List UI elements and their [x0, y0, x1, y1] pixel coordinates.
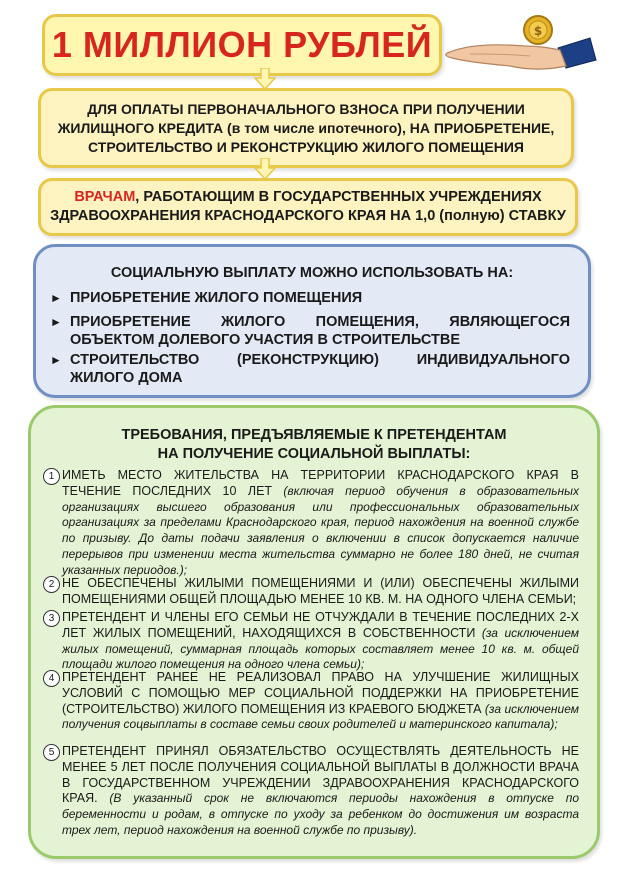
usage-item	[50, 351, 570, 387]
usage-item-line: СТРОИТЕЛЬСТВО (РЕКОНСТРУКЦИЮ) ИНДИВИДУАЛЬНОГО	[70, 352, 570, 368]
down-arrow-icon	[254, 158, 276, 180]
usage-heading: СОЦИАЛЬНУЮ ВЫПЛАТУ МОЖНО ИСПОЛЬЗОВАТЬ НА:	[110, 265, 514, 281]
requirement-item	[43, 576, 579, 608]
bullet-triangle-icon: ►	[50, 291, 62, 305]
purpose-line: СТРОИТЕЛЬСТВО И РЕКОНСТРУКЦИЮ ЖИЛОГО ПОМЕЩЕНИЯ	[88, 138, 524, 155]
requirement-note: (за исключением жилых помещений, суммарная площадь которых составляет менее 10 кв. м. общей площади жилого помещения на одного члена семьи);	[62, 625, 579, 672]
requirements-heading-line: ТРЕБОВАНИЯ, ПРЕДЪЯВЛЯЕМЫЕ К ПРЕТЕНДЕНТАМ	[121, 427, 507, 443]
recipients-line-1	[74, 188, 541, 207]
requirement-main: НЕ ОБЕСПЕЧЕНЫ ЖИЛЫМИ ПОМЕЩЕНИЯМИ И (ИЛИ) ОБЕСПЕЧЕНЫ ЖИЛЫМИ ПОМЕЩЕНИЯМИ ОБЩЕЙ ПЛОЩАДЬЮ МЕНЕЕ 10 КВ. М. НА ОДНОГО ЧЛЕНА СЕМЬИ;	[62, 576, 579, 606]
circled-number: 4	[43, 670, 60, 687]
usage-item	[50, 313, 570, 349]
usage-item-line: ПРИОБРЕТЕНИЕ ЖИЛОГО ПОМЕЩЕНИЯ, ЯВЛЯЮЩЕГОСЯ	[70, 314, 570, 330]
circled-number: 1	[43, 468, 60, 485]
purpose-line: ЖИЛИЩНОГО КРЕДИТА (в том числе ипотечного), НА ПРИОБРЕТЕНИЕ,	[57, 119, 555, 136]
circled-number: 2	[43, 576, 60, 593]
bullet-triangle-icon: ►	[50, 315, 62, 329]
circled-number: 3	[43, 610, 60, 627]
bullet-triangle-icon: ►	[50, 353, 62, 367]
svg-text:$: $	[533, 24, 543, 38]
circled-number: 5	[43, 744, 60, 761]
hand-with-coin-icon	[440, 8, 600, 78]
doctors-highlight: ВРАЧАМ	[74, 189, 136, 205]
page-title: 1 МИЛЛИОН РУБЛЕЙ	[51, 24, 433, 65]
requirement-main: ПРЕТЕНДЕНТ РАНЕЕ НЕ РЕАЛИЗОВАЛ ПРАВО НА УЛУЧШЕНИЕ ЖИЛИЩНЫХ УСЛОВИЙ С ПОМОЩЬЮ МЕР СОЦИАЛЬНОЙ ПОДДЕРЖКИ НА ПРИОБРЕТЕНИЕ (СТРОИТЕЛЬСТВО) ЖИЛОГО ПОМЕЩЕНИЯ ИЗ КРАЕВОГО БЮДЖЕТА	[62, 670, 579, 716]
requirement-item	[43, 744, 579, 839]
requirement-note: (В указанный срок не включаются периоды нахождения в отпуске по беременности и родам, в отпуске по уходу за ребенком до достижения им возраста трех лет, период нахождения на военной службе по призыву).	[62, 791, 579, 837]
requirement-item	[43, 468, 579, 579]
recipients-box	[38, 178, 578, 236]
title-banner	[42, 14, 442, 76]
requirement-item	[43, 670, 579, 733]
requirement-main: ПРЕТЕНДЕНТ ПРИНЯЛ ОБЯЗАТЕЛЬСТВО ОСУЩЕСТВЛЯТЬ ДЕЯТЕЛЬНОСТЬ НЕ МЕНЕЕ 5 ЛЕТ ПОСЛЕ ПОЛУЧЕНИЯ СОЦИАЛЬНОЙ ВЫПЛАТЫ В ДОЛЖНОСТИ ВРАЧА В ГОСУДАРСТВЕННОМ УЧРЕЖДЕНИИ ЗДРАВООХРАНЕНИЯ КРАСНОДАРСКОГО КРАЯ.	[62, 744, 579, 806]
usage-item-line: ПРИОБРЕТЕНИЕ ЖИЛОГО ПОМЕЩЕНИЯ	[70, 290, 363, 306]
requirement-item	[43, 610, 579, 673]
requirement-main: ПРЕТЕНДЕНТ И ЧЛЕНЫ ЕГО СЕМЬИ НЕ ОТЧУЖДАЛИ В ТЕЧЕНИЕ ПОСЛЕДНИХ 2-Х ЛЕТ ЖИЛЫХ ПОМЕЩЕНИЙ, НАХОДЯЩИХСЯ В СОБСТВЕННОСТИ	[62, 610, 579, 640]
usage-box	[33, 244, 591, 398]
requirement-note: (за исключением получения соцвыплаты в составе семьи своих родителей и материнского капитала);	[62, 701, 579, 732]
usage-item-line: ЖИЛОГО ДОМА	[70, 370, 183, 386]
purpose-box	[38, 88, 574, 168]
usage-item	[50, 289, 570, 307]
usage-item-line: ОБЪЕКТОМ ДОЛЕВОГО УЧАСТИЯ В СТРОИТЕЛЬСТВЕ	[70, 332, 461, 348]
recipients-line-1-rest: , РАБОТАЮЩИМ В ГОСУДАРСТВЕННЫХ УЧРЕЖДЕНИЯХ	[135, 189, 542, 205]
purpose-line: ДЛЯ ОПЛАТЫ ПЕРВОНАЧАЛЬНОГО ВЗНОСА ПРИ ПОЛУЧЕНИИ	[87, 100, 525, 117]
recipients-line-2: ЗДРАВООХРАНЕНИЯ КРАСНОДАРСКОГО КРАЯ НА 1,0 (полную) СТАВКУ	[50, 208, 566, 224]
down-arrow-icon	[254, 68, 276, 90]
requirements-box	[28, 405, 600, 859]
requirement-main: ИМЕТЬ МЕСТО ЖИТЕЛЬСТВА НА ТЕРРИТОРИИ КРАСНОДАРСКОГО КРАЯ В ТЕЧЕНИЕ ПОСЛЕДНИХ 10 ЛЕТ	[62, 468, 579, 498]
requirement-note: (включая период обучения в образовательных организациях высшего образования или профессиональных образовательных организациях за пределами Краснодарского края, период нахождения на военной службе по призыву. До даты подачи заявления о включении в список допускается наличие перерывов при изменении места жительства суммарно не более 180 дней, не считая указанных периодов.);	[62, 483, 579, 577]
requirements-heading-line: НА ПОЛУЧЕНИЕ СОЦИАЛЬНОЙ ВЫПЛАТЫ:	[157, 446, 471, 462]
requirements-heading	[31, 426, 597, 464]
